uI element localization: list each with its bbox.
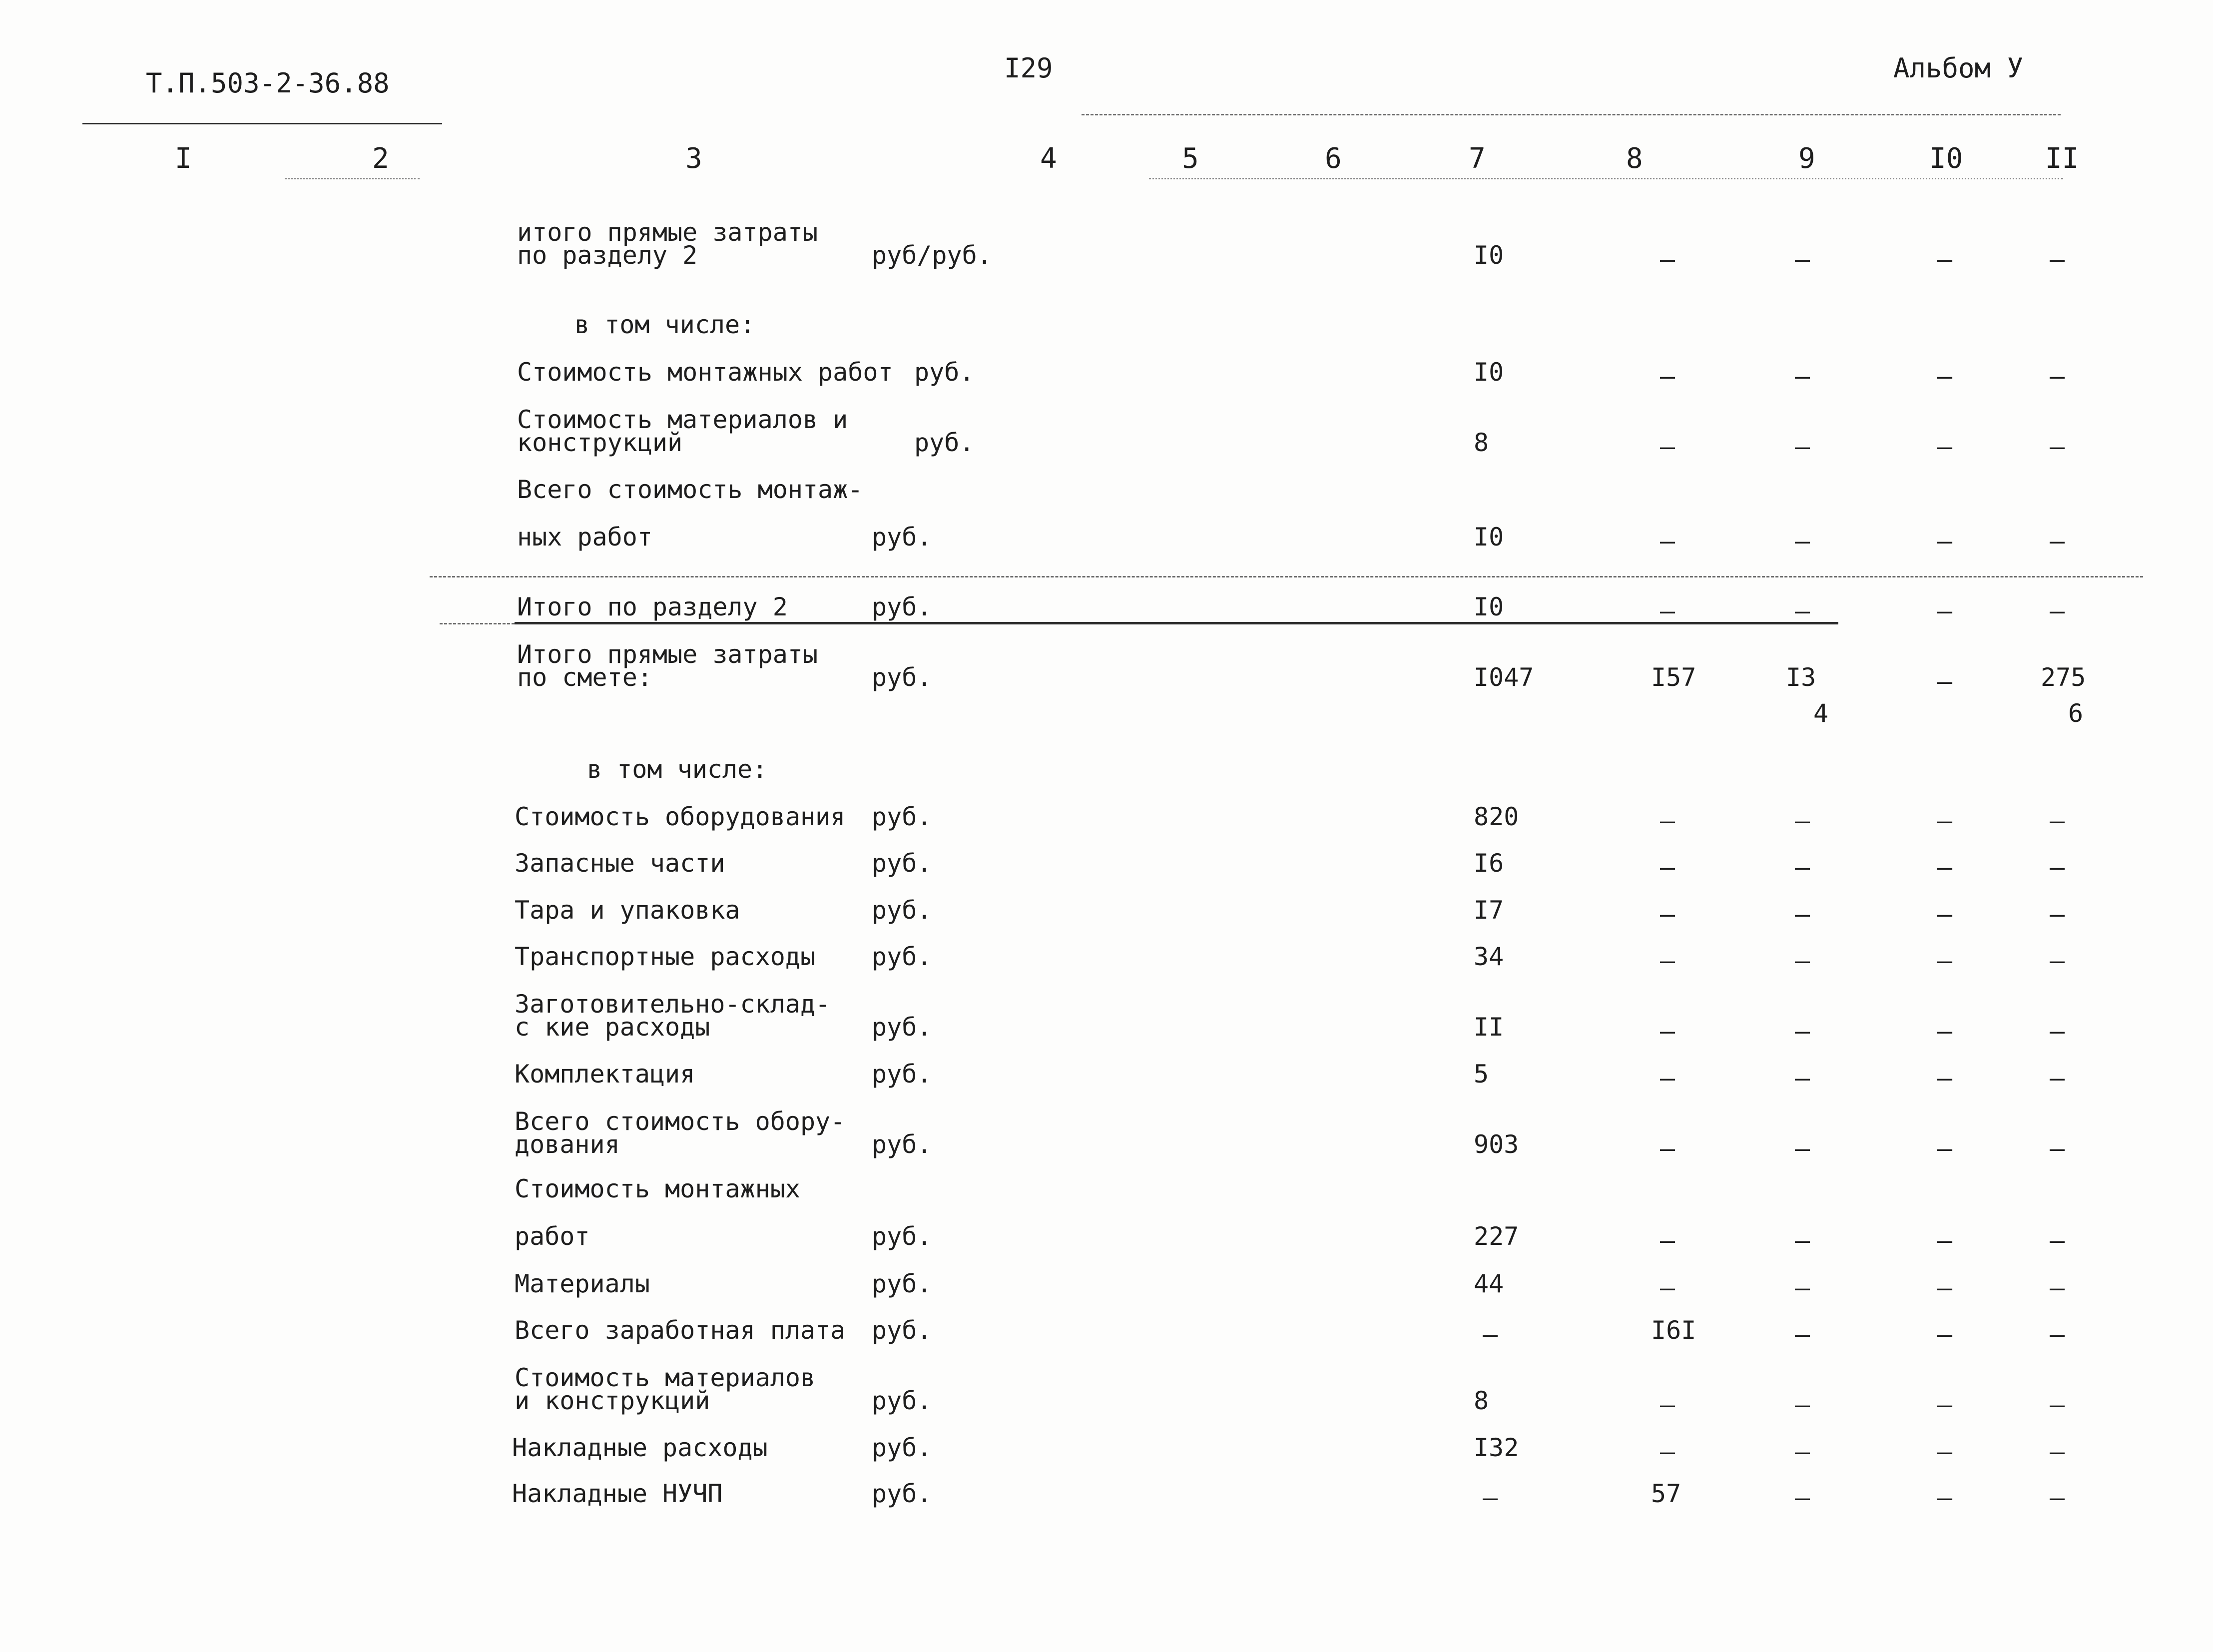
row-unit: руб. — [872, 1060, 932, 1089]
cell-c10: – — [1937, 667, 1953, 696]
cell-c8: – — [1660, 853, 1675, 882]
row-label: Комплектация — [515, 1060, 695, 1089]
cell-c11-wrap: 6 — [2068, 699, 2084, 728]
row-label: Материалы — [515, 1269, 650, 1298]
row-label: Тара и упаковка — [515, 896, 740, 925]
cell-c11: – — [2050, 1064, 2065, 1093]
cell-c11: – — [2050, 1320, 2065, 1349]
cell-c8: – — [1660, 900, 1675, 929]
cell-c10: – — [1937, 596, 1953, 625]
row-label: Стоимость материалов и — [517, 405, 848, 434]
row-label: Транспортные расходы — [515, 942, 816, 971]
cell-c8: I57 — [1651, 663, 1696, 692]
cell-c10: – — [1937, 853, 1953, 882]
cell-c9: – — [1795, 596, 1810, 625]
cell-c7: 8 — [1474, 1386, 1489, 1415]
cell-c11: – — [2050, 527, 2065, 555]
cell-c11: – — [2050, 245, 2065, 274]
row-unit: руб. — [872, 592, 932, 621]
row-label: в том числе: — [574, 310, 755, 339]
cell-c8: – — [1660, 596, 1675, 625]
row-label: по смете: — [517, 663, 652, 692]
row-label: Стоимость монтажных работ — [517, 358, 893, 387]
row-label: Стоимость монтажных — [515, 1174, 800, 1203]
cell-c9: – — [1795, 527, 1810, 555]
column-header-9: 9 — [1798, 142, 1815, 175]
cell-c9: – — [1795, 245, 1810, 274]
cell-c7: I047 — [1474, 663, 1534, 692]
column-header-1: I — [175, 142, 192, 175]
cell-c7: I32 — [1474, 1433, 1519, 1462]
cell-c7: I0 — [1474, 241, 1504, 270]
cell-c11: 275 — [2041, 663, 2086, 692]
cell-c8: – — [1660, 432, 1675, 461]
cell-c11: – — [2050, 596, 2065, 625]
row-label: Всего стоимость монтаж- — [517, 475, 863, 504]
cell-c11: – — [2050, 853, 2065, 882]
cell-c10: – — [1937, 1483, 1953, 1512]
row-unit: руб. — [872, 942, 932, 971]
cell-c8: – — [1660, 1273, 1675, 1302]
cell-c7: 820 — [1474, 802, 1519, 831]
cell-c9: – — [1795, 1390, 1810, 1419]
cell-c11: – — [2050, 900, 2065, 929]
cell-c10: – — [1937, 806, 1953, 835]
cell-c8: – — [1660, 1226, 1675, 1255]
cell-c8: – — [1660, 245, 1675, 274]
cell-c8: – — [1660, 946, 1675, 975]
column-header-7: 7 — [1469, 142, 1486, 175]
cell-c8: – — [1660, 806, 1675, 835]
row-unit: руб. — [872, 1269, 932, 1298]
cell-c7: 227 — [1474, 1222, 1519, 1251]
cell-c9: – — [1795, 806, 1810, 835]
cell-c7: I0 — [1474, 523, 1504, 551]
cell-c10: – — [1937, 527, 1953, 555]
cell-c9: I3 — [1786, 663, 1816, 692]
row-label: итого прямые затраты — [517, 218, 818, 247]
cell-c9: – — [1795, 1017, 1810, 1046]
cell-c7: 34 — [1474, 942, 1504, 971]
row-label: и конструкций — [515, 1386, 710, 1415]
row-label: Заготовительно-склад- — [515, 990, 831, 1019]
cell-c7: – — [1483, 1320, 1498, 1349]
cell-c10: – — [1937, 362, 1953, 391]
row-unit: руб. — [872, 1316, 932, 1345]
row-label: работ — [515, 1222, 590, 1251]
column-header-5: 5 — [1182, 142, 1199, 175]
row-label: Стоимость оборудования — [515, 802, 846, 831]
cell-c10: – — [1937, 1017, 1953, 1046]
cell-c11: – — [2050, 1226, 2065, 1255]
cell-c9: – — [1795, 362, 1810, 391]
cell-c11: – — [2050, 1437, 2065, 1466]
row-label: Запасные части — [515, 849, 725, 878]
cell-c8: – — [1660, 1017, 1675, 1046]
cell-c10: – — [1937, 946, 1953, 975]
row-label: по разделу 2 — [517, 241, 698, 270]
row-label: ных работ — [517, 523, 652, 551]
row-unit: руб. — [872, 523, 932, 551]
cell-c8: 57 — [1651, 1479, 1681, 1508]
cell-c9-wrap: 4 — [1813, 699, 1829, 728]
cell-c7: 903 — [1474, 1130, 1519, 1159]
cell-c9: – — [1795, 1320, 1810, 1349]
cell-c10: – — [1937, 1390, 1953, 1419]
cell-c7: I0 — [1474, 358, 1504, 387]
cell-c9: – — [1795, 1226, 1810, 1255]
cell-c8: – — [1660, 362, 1675, 391]
cell-c11: – — [2050, 362, 2065, 391]
column-header-3: 3 — [685, 142, 702, 175]
cell-c11: – — [2050, 1273, 2065, 1302]
cell-c11: – — [2050, 1390, 2065, 1419]
column-rule-right — [1149, 178, 2063, 179]
row-label: Накладные расходы — [512, 1433, 768, 1462]
column-header-4: 4 — [1040, 142, 1057, 175]
cell-c11: – — [2050, 1017, 2065, 1046]
cell-c11: – — [2050, 806, 2065, 835]
column-rule-left — [285, 178, 420, 179]
cell-c9: – — [1795, 1273, 1810, 1302]
column-header-11: II — [2045, 142, 2079, 175]
cell-c11: – — [2050, 432, 2065, 461]
cell-c10: – — [1937, 1273, 1953, 1302]
cell-c7: – — [1483, 1483, 1498, 1512]
cell-c11: – — [2050, 1483, 2065, 1512]
page-number: I29 — [1004, 52, 1053, 84]
cell-c8: – — [1660, 1437, 1675, 1466]
section-separator-bottom-lead — [440, 623, 515, 624]
cell-c10: – — [1937, 1320, 1953, 1349]
row-label: конструкций — [517, 428, 683, 457]
column-header-6: 6 — [1325, 142, 1342, 175]
cell-c7: II — [1474, 1013, 1504, 1042]
cell-c9: – — [1795, 1134, 1810, 1163]
cell-c8: – — [1660, 1134, 1675, 1163]
cell-c7: 44 — [1474, 1269, 1504, 1298]
cell-c10: – — [1937, 1437, 1953, 1466]
cell-c9: – — [1795, 432, 1810, 461]
column-header-8: 8 — [1626, 142, 1643, 175]
document-code: Т.П.503-2-36.88 — [146, 67, 390, 99]
cell-c9: – — [1795, 946, 1810, 975]
cell-c7: 8 — [1474, 428, 1489, 457]
column-header-2: 2 — [372, 142, 389, 175]
row-unit: руб. — [872, 663, 932, 692]
section-separator-bottom — [515, 622, 1838, 624]
row-unit: руб. — [872, 896, 932, 925]
row-unit: руб. — [872, 1433, 932, 1462]
row-unit: руб. — [872, 1222, 932, 1251]
row-unit: руб. — [872, 1130, 932, 1159]
cell-c8: I6I — [1651, 1316, 1696, 1345]
row-label: Итого по разделу 2 — [517, 592, 788, 621]
row-label: в том числе: — [587, 755, 768, 784]
row-label: Накладные НУЧП — [512, 1479, 723, 1508]
cell-c9: – — [1795, 1437, 1810, 1466]
cell-c8: – — [1660, 527, 1675, 555]
cell-c9: – — [1795, 900, 1810, 929]
cell-c10: – — [1937, 245, 1953, 274]
cell-c9: – — [1795, 853, 1810, 882]
cell-c11: – — [2050, 1134, 2065, 1163]
row-label: с кие расходы — [515, 1013, 710, 1042]
row-label: Всего стоимость обору- — [515, 1107, 846, 1136]
row-label: Итого прямые затраты — [517, 640, 818, 669]
cell-c11: – — [2050, 946, 2065, 975]
cell-c10: – — [1937, 432, 1953, 461]
row-unit: руб. — [872, 849, 932, 878]
cell-c7: 5 — [1474, 1060, 1489, 1089]
row-unit: руб. — [914, 428, 975, 457]
row-label: дования — [515, 1130, 620, 1159]
row-unit: руб/руб. — [872, 241, 992, 270]
row-unit: руб. — [872, 802, 932, 831]
cell-c7: I6 — [1474, 849, 1504, 878]
cell-c8: – — [1660, 1064, 1675, 1093]
cell-c10: – — [1937, 900, 1953, 929]
cell-c8: – — [1660, 1390, 1675, 1419]
cell-c9: – — [1795, 1483, 1810, 1512]
cell-c9: – — [1795, 1064, 1810, 1093]
cell-c7: I7 — [1474, 896, 1504, 925]
section-separator-top — [430, 576, 2143, 577]
album-label: Альбом У — [1893, 52, 2024, 84]
cell-c10: – — [1937, 1064, 1953, 1093]
header-rule-right — [1082, 114, 2061, 115]
row-unit: руб. — [872, 1013, 932, 1042]
cell-c10: – — [1937, 1226, 1953, 1255]
column-header-10: I0 — [1929, 142, 1963, 175]
header-rule-left — [82, 123, 442, 124]
row-label: Всего заработная плата — [515, 1316, 846, 1345]
row-unit: руб. — [914, 358, 975, 387]
cell-c7: I0 — [1474, 592, 1504, 621]
cell-c10: – — [1937, 1134, 1953, 1163]
row-unit: руб. — [872, 1386, 932, 1415]
row-label: Стоимость материалов — [515, 1363, 816, 1392]
row-unit: руб. — [872, 1479, 932, 1508]
